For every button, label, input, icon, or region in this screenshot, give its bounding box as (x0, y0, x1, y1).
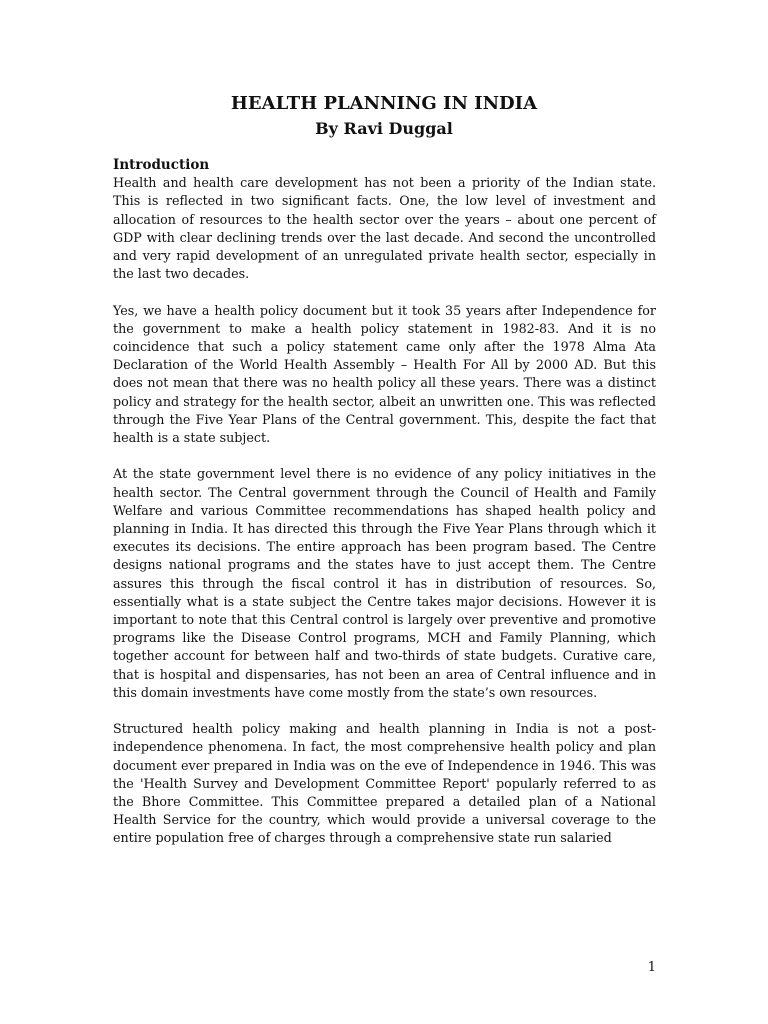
page-number: 1 (647, 960, 656, 975)
paragraph-4: Structured health policy making and health planning in India is not a post-independence phenomena. In fact, the most comprehensive health policy and plan document ever prepared in India was on the eve of Independence in 1946. This was the 'Health Survey and Development Committee Report' popularly referred to as the Bhore Committee. This Committee prepared a detailed plan of a National Health Service for the country, which would provide a universal coverage to the entire population free of charges through a comprehensive state run salaried (113, 721, 656, 846)
section-heading-introduction: Introduction (113, 157, 210, 173)
document-author: By Ravi Duggal (315, 119, 453, 138)
document-body (113, 156, 656, 866)
paragraph-3: At the state government level there is no evidence of any policy initiatives in the health sector. The Central government through the Council of Health and Family Welfare and various Committee recommendations has shaped health policy and planning in India. It has directed this through the Five Year Plans through which it executes its decisions. The entire approach has been program based. The Centre designs national programs and the states have to just accept them. The Centre assures this through the fiscal control it has in distribution of resources. So, essentially what is a state subject the Centre takes major decisions. However it is important to note that this Central control is largely over preventive and promotive programs like the Disease Control programs, MCH and Family Planning, which together account for between half and two-thirds of state budgets. Curative care, that is hospital and dispensaries, has not been an area of Central influence and in this domain investments have come mostly from the state’s own resources. (113, 466, 656, 700)
document-title: HEALTH PLANNING IN INDIA (230, 93, 538, 114)
paragraph-1: Health and health care development has not been a priority of the Indian state. This is reflected in two significant facts. One, the low level of investment and allocation of resources to the health sector over the years – about one percent of GDP with clear declining trends over the last decade. And second the uncontrolled and very rapid development of an unregulated private health sector, especially in the last two decades. (113, 175, 656, 282)
paragraph-2: Yes, we have a health policy document but it took 35 years after Independence for the government to make a health policy statement in 1982-83. And it is no coincidence that such a policy statement came only after the 1978 Alma Ata Declaration of the World Health Assembly – Health For All by 2000 AD. But this does not mean that there was no health policy all these years. There was a distinct policy and strategy for the health sector, albeit an unwritten one. This was reflected through the Five Year Plans of the Central government. This, despite the fact that health is a state subject. (113, 302, 656, 446)
